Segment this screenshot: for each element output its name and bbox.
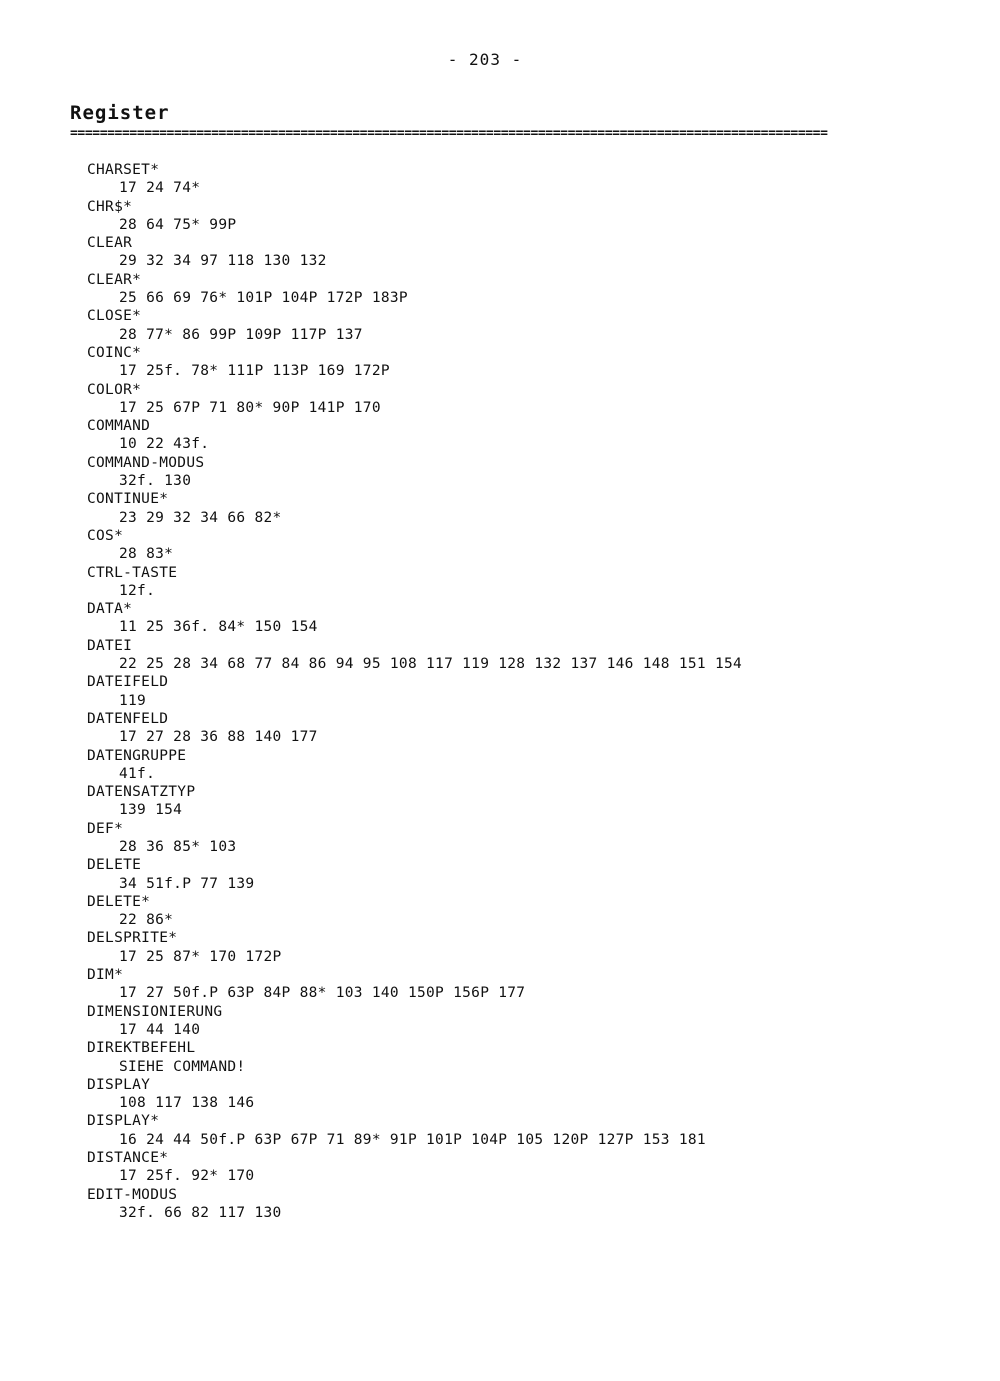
index-entry [87,234,967,271]
index-term: DISTANCE* [87,1150,169,1167]
index-term: CLOSE* [87,308,142,325]
index-entry [87,1149,967,1186]
index-term: DATEIFELD [87,674,169,691]
index-entry [87,198,967,235]
index-term: CHARSET* [87,162,160,178]
index-term: COS* [87,527,124,544]
index-page-references: 17 27 50f.P 63P 84P 88* 103 140 150P 156P 177 [119,985,526,1002]
index-term: DEF* [87,820,124,837]
index-term: COLOR* [87,381,142,398]
index-entry [87,1076,967,1113]
index-term: COINC* [87,344,142,361]
index-page-references: 108 117 138 146 [119,1095,255,1112]
index-entry [87,490,967,527]
index-page-references: 32f. 130 [119,473,192,490]
index-page-references: 28 83* [119,546,174,563]
index-entry [87,929,967,966]
index-entry [87,161,967,198]
index-entry [87,381,967,418]
index-term: COMMAND [87,418,151,435]
index-entry [87,966,967,1003]
index-entry [87,820,967,857]
index-page-references: 16 24 44 50f.P 63P 67P 71 89* 91P 101P 104P 105 120P 127P 153 181 [119,1131,706,1148]
index-page-references: 34 51f.P 77 139 [119,875,255,892]
index-term: EDIT-MODUS [87,1186,178,1203]
index-entry [87,417,967,454]
index-term: DATEI [87,637,133,654]
index-page-references: 10 22 43f. [119,436,210,453]
index-page-references: 12f. [119,582,156,599]
index-page-references: 11 25 36f. 84* 150 154 [119,619,318,636]
index-entry [87,344,967,381]
index-entry [87,454,967,491]
index-term: DATENFELD [87,710,169,727]
index-page-references: 17 27 28 36 88 140 177 [119,729,318,746]
index-term: DATA* [87,601,133,618]
index-page-references: 17 25f. 78* 111P 113P 169 172P [119,363,390,380]
index-entry [87,673,967,710]
index-page-references: 17 44 140 [119,1021,201,1038]
index-term: DELSPRITE* [87,930,178,947]
index-entry [87,783,967,820]
index-page-references: 32f. 66 82 117 130 [119,1204,282,1221]
index-page-references: 28 77* 86 99P 109P 117P 137 [119,326,363,343]
index-entry [87,1039,967,1076]
section-heading: Register [70,102,170,124]
index-entry [87,1003,967,1040]
index-entry [87,747,967,784]
index-page-references: 22 86* [119,912,174,929]
index-page-references: 23 29 32 34 66 82* [119,509,282,526]
index-page-references: 139 154 [119,802,183,819]
index-entry [87,527,967,564]
index-term: DATENSATZTYP [87,784,196,801]
index-term: CONTINUE* [87,491,169,508]
index-entry [87,564,967,601]
index-entry-list [87,161,967,1222]
index-page-references: 17 25 87* 170 172P [119,948,282,965]
index-page-references: SIEHE COMMAND! [119,1058,246,1075]
index-term: DIREKTBEFEHL [87,1040,196,1057]
index-term: CLEAR* [87,271,142,288]
index-term: DISPLAY* [87,1113,160,1130]
index-page-references: 28 36 85* 103 [119,838,237,855]
index-page-references: 28 64 75* 99P [119,216,237,233]
index-page-references: 41f. [119,765,156,782]
page-number: - 203 - [447,50,523,69]
index-entry [87,856,967,893]
index-term: DIMENSIONIERUNG [87,1003,223,1020]
index-entry [87,1186,967,1223]
index-page-references: 29 32 34 97 118 130 132 [119,253,327,270]
index-entry [87,600,967,637]
index-page-references: 17 25f. 92* 170 [119,1168,255,1185]
index-term: CTRL-TASTE [87,564,178,581]
index-term: CHR$* [87,198,133,215]
index-term: DELETE [87,857,142,874]
index-page-references: 22 25 28 34 68 77 84 86 94 95 108 117 119 128 132 137 146 148 151 154 [119,656,743,673]
index-entry [87,271,967,308]
index-term: DISPLAY [87,1076,151,1093]
heading-rule: ====================================================================================================== [70,127,828,141]
index-entry [87,307,967,344]
index-term: COMMAND-MODUS [87,454,205,471]
index-term: DATENGRUPPE [87,747,187,764]
index-entry [87,710,967,747]
index-page-references: 25 66 69 76* 101P 104P 172P 183P [119,290,408,307]
index-term: DIM* [87,967,124,984]
index-entry [87,637,967,674]
index-term: CLEAR [87,235,133,252]
index-term: DELETE* [87,893,151,910]
index-entry [87,893,967,930]
index-entry [87,1112,967,1149]
index-page-references: 17 25 67P 71 80* 90P 141P 170 [119,399,381,416]
index-page-references: 119 [119,692,147,709]
index-page-references: 17 24 74* [119,180,201,197]
